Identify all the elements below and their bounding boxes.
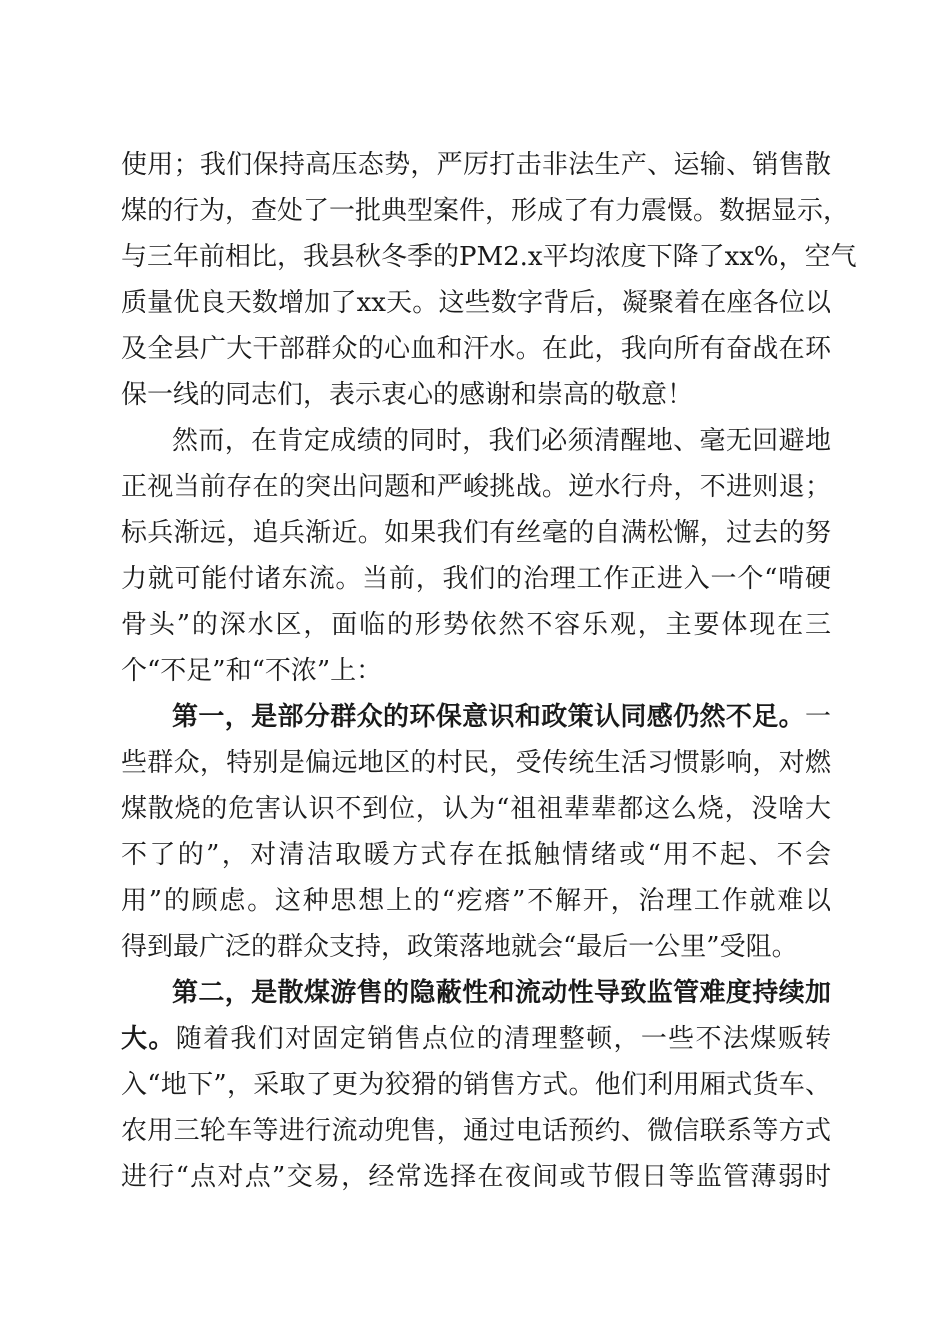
paragraph-1-line-3: 与三年前相比，我县秋冬季的PM2.x平均浓度下降了xx%，空气	[121, 242, 857, 272]
paragraph-2-line-6: 个“不足”和“不浓”上：	[121, 656, 383, 686]
paragraph-2-line-1: 然而，在肯定成绩的同时，我们必须清醒地、毫无回避地	[172, 426, 831, 456]
paragraph-3-line-6: 得到最广泛的群众支持，政策落地就会“最后一公里”受阻。	[121, 932, 798, 962]
paragraph-1-line-1: 使用；我们保持高压态势，严厉打击非法生产、运输、销售散	[121, 150, 831, 180]
paragraph-4-line-5: 进行“点对点”交易，经常选择在夜间或节假日等监管薄弱时	[121, 1162, 831, 1192]
paragraph-1-line-2: 煤的行为，查处了一批典型案件，形成了有力震慑。数据显示，	[121, 196, 850, 226]
paragraph-4-line-2-tail: 随着我们对固定销售点位的清理整顿，一些不法煤贩转	[175, 1024, 831, 1054]
paragraph-4-line-4: 农用三轮车等进行流动兜售，通过电话预约、微信联系等方式	[121, 1116, 831, 1146]
paragraph-4-line-2	[121, 1021, 831, 1057]
paragraph-3-line-3: 煤散烧的危害认识不到位，认为“祖祖辈辈都这么烧，没啥大	[121, 794, 831, 824]
paragraph-3-line-5: 用”的顾虑。这种思想上的“疙瘩”不解开，治理工作就难以	[121, 886, 831, 916]
paragraph-3-line-1	[172, 699, 831, 735]
paragraph-1-line-4: 质量优良天数增加了xx天。这些数字背后，凝聚着在座各位以	[121, 288, 831, 318]
paragraph-2-line-3: 标兵渐远，追兵渐近。如果我们有丝毫的自满松懈，过去的努	[121, 518, 831, 548]
paragraph-4-bold-line-2: 大。	[121, 1024, 176, 1054]
paragraph-2-line-5: 骨头”的深水区，面临的形势依然不容乐观，主要体现在三	[121, 610, 831, 640]
paragraph-1-line-5: 及全县广大干部群众的心血和汗水。在此，我向所有奋战在环	[121, 334, 831, 364]
paragraph-2-line-2: 正视当前存在的突出问题和严峻挑战。逆水行舟，不进则退；	[121, 472, 831, 502]
paragraph-4-line-3: 入“地下”，采取了更为狡猾的销售方式。他们利用厢式货车、	[121, 1070, 831, 1100]
paragraph-2-line-4: 力就可能付诸东流。当前，我们的治理工作正进入一个“啃硬	[121, 564, 831, 594]
paragraph-3-line-2: 些群众，特别是偏远地区的村民，受传统生活习惯影响，对燃	[121, 748, 831, 778]
paragraph-3-line-4: 不了的”，对清洁取暖方式存在抵触情绪或“用不起、不会	[121, 840, 831, 870]
paragraph-3-line-1-tail: 一	[804, 702, 831, 732]
paragraph-3-bold-lead: 第一，是部分群众的环保意识和政策认同感仍然不足。	[172, 702, 805, 732]
paragraph-1-line-6: 保一线的同志们，表示衷心的感谢和崇高的敬意！	[121, 380, 694, 410]
paragraph-4-bold-line-1: 第二，是散煤游售的隐蔽性和流动性导致监管难度持续加	[172, 978, 831, 1008]
